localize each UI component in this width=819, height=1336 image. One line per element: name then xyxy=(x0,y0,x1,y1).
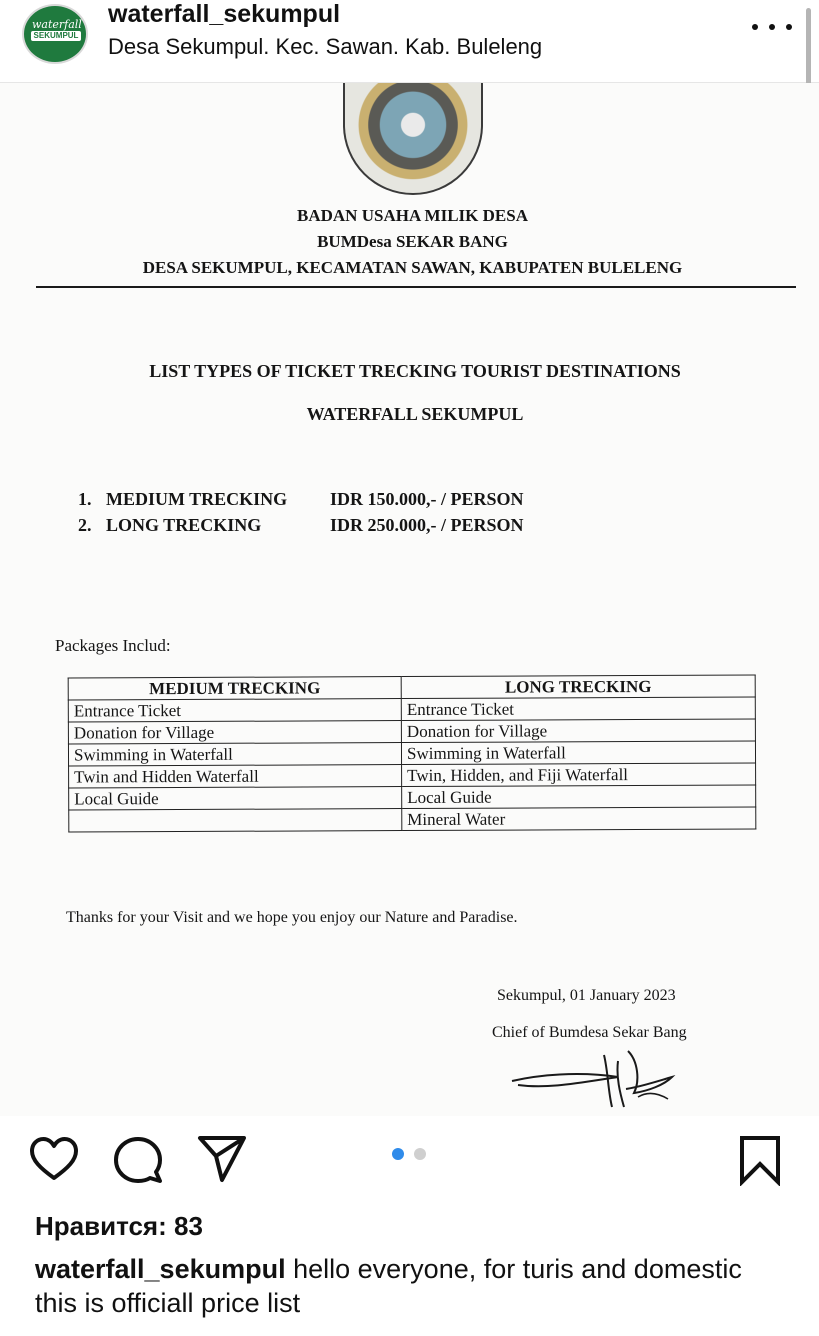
table-cell: Local Guide xyxy=(69,787,402,810)
more-dot xyxy=(752,24,758,30)
likes-count[interactable]: Нравится: 83 xyxy=(35,1211,203,1241)
table-cell: Entrance Ticket xyxy=(68,699,401,722)
post-caption xyxy=(35,1252,755,1320)
ticket-name: MEDIUM TRECKING xyxy=(106,489,288,509)
carousel-dot-inactive xyxy=(414,1148,426,1160)
thanks-note: Thanks for your Visit and we hope you enjoy our Nature and Paradise. xyxy=(66,909,518,926)
post-actions-bar xyxy=(0,1116,819,1206)
comment-icon[interactable] xyxy=(112,1134,164,1186)
table-header-long: LONG TRECKING xyxy=(401,675,755,699)
header-divider xyxy=(36,286,796,288)
table-cell: Swimming in Waterfall xyxy=(401,741,755,765)
packages-table xyxy=(68,674,757,832)
table-cell xyxy=(69,809,402,832)
more-dot xyxy=(786,24,792,30)
handwritten-signature xyxy=(508,1041,688,1111)
table-row xyxy=(68,741,755,766)
account-username[interactable]: waterfall_sekumpul xyxy=(108,0,341,28)
caption-text: hello everyone, for turis and domestic this is officiall price list xyxy=(35,1254,742,1318)
table-cell: Donation for Village xyxy=(401,719,755,743)
table-header-medium: MEDIUM TRECKING xyxy=(68,677,401,700)
packages-label: Packages Includ: xyxy=(55,636,171,655)
table-row xyxy=(68,697,755,722)
caption-username[interactable]: waterfall_sekumpul xyxy=(35,1254,286,1284)
more-options-icon[interactable] xyxy=(752,12,792,42)
document-title: LIST TYPES OF TICKET TRECKING TOURIST DESTINATIONS xyxy=(149,361,681,381)
ticket-number: 2. xyxy=(78,515,92,535)
ticket-price: IDR 250.000,- / PERSON xyxy=(330,515,524,535)
avatar-logo-bottom: SEKUMPUL xyxy=(31,31,81,41)
document-subtitle: WATERFALL SEKUMPUL xyxy=(306,404,524,424)
avatar[interactable] xyxy=(22,4,88,64)
signature-date: Sekumpul, 01 January 2023 xyxy=(497,987,676,1004)
org-line-3: DESA SEKUMPUL, KECAMATAN SAWAN, KABUPATEN BULELENG xyxy=(142,258,683,277)
more-dot xyxy=(769,24,775,30)
heart-icon[interactable] xyxy=(28,1134,80,1186)
table-cell: Mineral Water xyxy=(402,807,756,831)
post-location[interactable]: Desa Sekumpul. Kec. Sawan. Kab. Buleleng xyxy=(108,34,543,59)
table-cell: Swimming in Waterfall xyxy=(68,743,401,766)
post-header xyxy=(0,0,819,83)
ticket-name: LONG TRECKING xyxy=(106,515,262,535)
table-cell: Local Guide xyxy=(402,785,756,809)
bookmark-icon[interactable] xyxy=(734,1134,786,1186)
ticket-number: 1. xyxy=(78,489,92,509)
table-header-row xyxy=(68,675,755,700)
post-image-document[interactable] xyxy=(0,83,819,1116)
table-row xyxy=(69,807,756,832)
signatory-title: Chief of Bumdesa Sekar Bang xyxy=(492,1024,687,1041)
table-row xyxy=(68,719,755,744)
carousel-indicator xyxy=(392,1148,432,1162)
table-row xyxy=(69,763,756,788)
ticket-price: IDR 150.000,- / PERSON xyxy=(330,489,524,509)
table-cell: Entrance Ticket xyxy=(401,697,755,721)
table-cell: Twin and Hidden Waterfall xyxy=(69,765,402,788)
table-cell: Donation for Village xyxy=(68,721,401,744)
avatar-logo-top: waterfall xyxy=(32,18,82,31)
table-cell: Twin, Hidden, and Fiji Waterfall xyxy=(402,763,756,787)
village-seal-logo xyxy=(343,83,483,195)
share-icon[interactable] xyxy=(196,1132,248,1184)
carousel-dot-active xyxy=(392,1148,404,1160)
table-row xyxy=(69,785,756,810)
org-line-1: BADAN USAHA MILIK DESA xyxy=(297,206,528,225)
org-line-2: BUMDesa SEKAR BANG xyxy=(317,232,508,251)
